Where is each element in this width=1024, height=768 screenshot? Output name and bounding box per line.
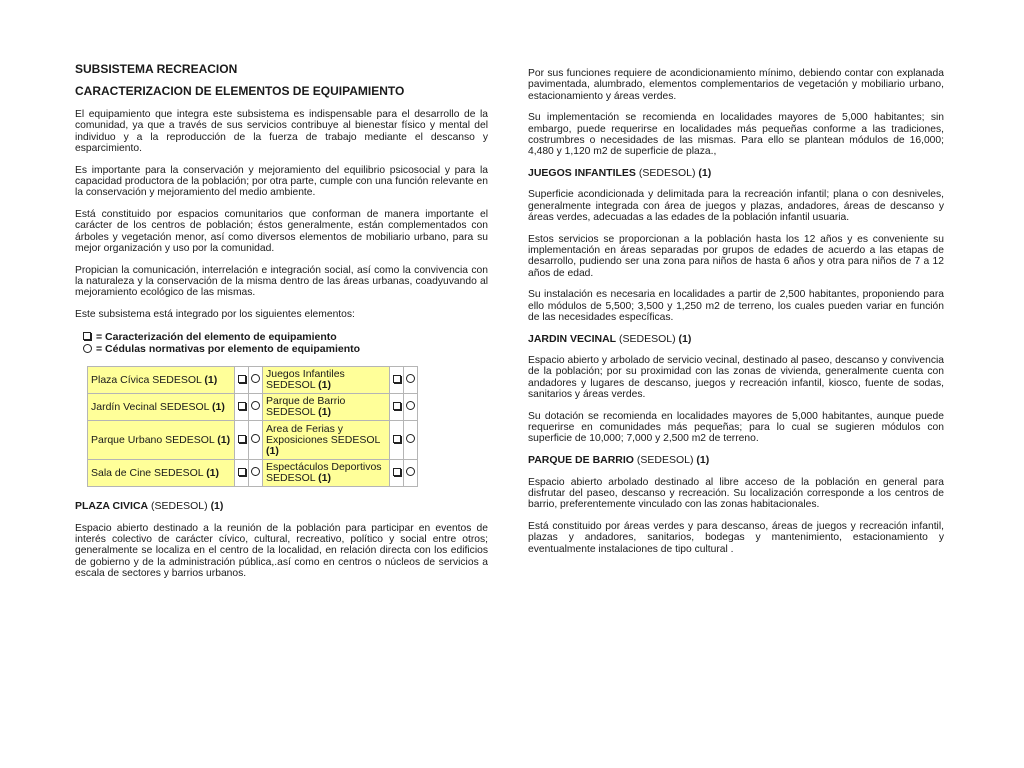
section-title-plaza-civica: PLAZA CIVICA (SEDESOL) (1) <box>75 500 224 513</box>
document-subtitle: CARACTERIZACION DE ELEMENTOS DE EQUIPAMIENTO <box>75 84 405 98</box>
section-title-juegos-infantiles: JUEGOS INFANTILES (SEDESOL) (1) <box>528 167 712 180</box>
legend-square-label: = Caracterización del elemento de equipamiento <box>96 331 337 344</box>
table-cell-parque-urbano[interactable]: Parque Urbano SEDESOL (1) <box>88 421 235 460</box>
table-row <box>88 460 418 487</box>
paragraph: Estos servicios se proporcionan a la población hasta los 12 años y es conveniente su implementación en áreas separadas por grupos de edades de acuerdo a las etapas de desarrollo, pudiendo ser una zona para niños de hasta 6 años y otra para niños de 7 a 12 años de edad. <box>528 233 944 279</box>
checkbox-square-icon[interactable] <box>235 367 249 394</box>
circle-icon[interactable] <box>404 421 418 460</box>
paragraph: Por sus funciones requiere de acondicionamiento mínimo, debiendo contar con explanada pavimentada, alumbrado, elementos complementarios de vegetación y mobiliario urbano, estacionamiento y áreas verdes. <box>528 68 944 102</box>
checkbox-square-icon[interactable] <box>235 421 249 460</box>
paragraph: Este subsistema está integrado por los siguientes elementos: <box>75 309 355 321</box>
circle-icon[interactable] <box>404 367 418 394</box>
circle-icon[interactable] <box>249 460 263 487</box>
checkbox-square-icon[interactable] <box>390 394 404 421</box>
paragraph: Espacio abierto arbolado destinado al libre acceso de la población en general para disfrutar del paseo, descanso y recreación. Su localización corresponde a los centros de barrio, preferentemente vinculado con las zonas habitacionales. <box>528 476 944 511</box>
checkbox-square-icon[interactable] <box>390 367 404 394</box>
checkbox-square-icon[interactable] <box>235 394 249 421</box>
paragraph: Su dotación se recomienda en localidades mayores de 5,000 habitantes, aunque puede requerirse en comunidades más pequeñas; para lo cual se sugieren módulos con superficie de 10,000; 7,000 y 2,500 m2 de terreno. <box>528 410 944 445</box>
circle-icon[interactable] <box>249 367 263 394</box>
left-column <box>75 62 488 590</box>
checkbox-square-icon[interactable] <box>390 421 404 460</box>
paragraph: Espacio abierto destinado a la reunión de la población para participar en eventos de interés colectivo de carácter cívico, cultural, recreativo, político y social entre otros; generalmente se localiza en el centro de la localidad, en relación directa con los edificios de gobierno y de la administración pública,.así como en centros o núcleos de servicios a escala de sectores y barrios urbanos. <box>75 522 488 579</box>
circle-icon <box>83 344 96 357</box>
circle-icon[interactable] <box>249 421 263 460</box>
table-cell-area-de-ferias[interactable]: Area de Ferias y Exposiciones SEDESOL (1) <box>263 421 390 460</box>
paragraph: Su instalación es necesaria en localidades a partir de 2,500 habitantes, proponiendo para ello módulos de 5,500; 3,500 y 1,250 m2 de terreno, los cuales pueden variar en función de las necesidades específicas. <box>528 289 944 324</box>
paragraph: Es importante para la conservación y mejoramiento del equilibrio psicosocial y para la capacidad productora de la población; por otra parte, cumple con una función relevante en la conservación y mejoramiento del medio ambiente. <box>75 164 488 199</box>
paragraph: Su implementación se recomienda en localidades mayores de 5,000 habitantes; sin embargo, puede requerirse en localidades más pequeñas conforme a las tradiciones, costrumbres o necesidades de las mismas. Para ello se plantean módulos de 16,000; 4,480 y 1,120 m2 de superficie de plaza., <box>528 112 944 158</box>
table-cell-plaza-civica[interactable]: Plaza Cívica SEDESOL (1) <box>88 367 235 394</box>
table-cell-espectaculos-deportivos[interactable]: Espectáculos Deportivos SEDESOL (1) <box>263 460 390 487</box>
table-cell-jardin-vecinal[interactable]: Jardín Vecinal SEDESOL (1) <box>88 394 235 421</box>
table-cell-juegos-infantiles[interactable]: Juegos Infantiles SEDESOL (1) <box>263 367 390 394</box>
legend-row-square <box>83 332 488 344</box>
table-row <box>88 367 418 394</box>
circle-icon[interactable] <box>249 394 263 421</box>
elements-table <box>87 366 418 487</box>
table-row <box>88 394 418 421</box>
circle-icon[interactable] <box>404 394 418 421</box>
table-cell-sala-de-cine[interactable]: Sala de Cine SEDESOL (1) <box>88 460 235 487</box>
paragraph: Superficie acondicionada y delimitada para la recreación infantil; plana o con desniveles, generalmente integrada con área de juegos y plazas, andadores, áreas de descanso y áreas verdes, adecuadas a las edades de la población infantil usuaria. <box>528 189 944 223</box>
table-cell-parque-de-barrio[interactable]: Parque de Barrio SEDESOL (1) <box>263 394 390 421</box>
circle-icon[interactable] <box>404 460 418 487</box>
section-title-parque-de-barrio: PARQUE DE BARRIO (SEDESOL) (1) <box>528 454 710 467</box>
paragraph: Está constituido por espacios comunitarios que conforman de manera importante el carácter de los centros de población; éstos generalmente, están complementados con árboles y vegetación menor, así como diversos elementos de mobiliario urbano, para su mejor organización y uso por la comunidad. <box>75 209 488 254</box>
legend-circle-label: = Cédulas normativas por elemento de equipamiento <box>96 343 361 356</box>
document-title: SUBSISTEMA RECREACION <box>75 62 238 76</box>
checkbox-square-icon[interactable] <box>390 460 404 487</box>
section-title-jardin-vecinal: JARDIN VECINAL (SEDESOL) (1) <box>528 332 692 345</box>
table-row <box>88 421 418 460</box>
right-column <box>528 68 944 565</box>
legend <box>83 332 488 356</box>
paragraph: Propician la comunicación, interrelación e integración social, así como la convivencia con la naturaleza y la conservación de la misma dentro de las áreas urbanas, coadyuvando al mejoramiento ecológico de las mismas. <box>75 264 488 299</box>
paragraph: El equipamiento que integra este subsistema es indispensable para el desarrollo de la comunidad, ya que a través de sus servicios contribuye al bienestar físico y mental del individuo y a la reproducción de la fuerza de trabajo mediante el descanso y esparcimiento. <box>75 109 488 154</box>
paragraph: Espacio abierto y arbolado de servicio vecinal, destinado al paseo, descanso y convivencia de la población; por su proximidad con las zonas de vivienda, generalmente cuenta con andadores y lugares de descanso, juegos y recreación infantil, kiosco, fuente de sodas, sanitarios y áreas verdes. <box>528 355 944 401</box>
checkbox-square-icon <box>83 332 96 344</box>
paragraph: Está constituido por áreas verdes y para descanso, áreas de juegos y recreación infantil, plazas y andadores, sanitarios, bodegas y mantenimiento, estacionamiento y eventualmente instalaciones de tipo cultural . <box>528 520 944 555</box>
legend-row-circle <box>83 344 488 357</box>
checkbox-square-icon[interactable] <box>235 460 249 487</box>
